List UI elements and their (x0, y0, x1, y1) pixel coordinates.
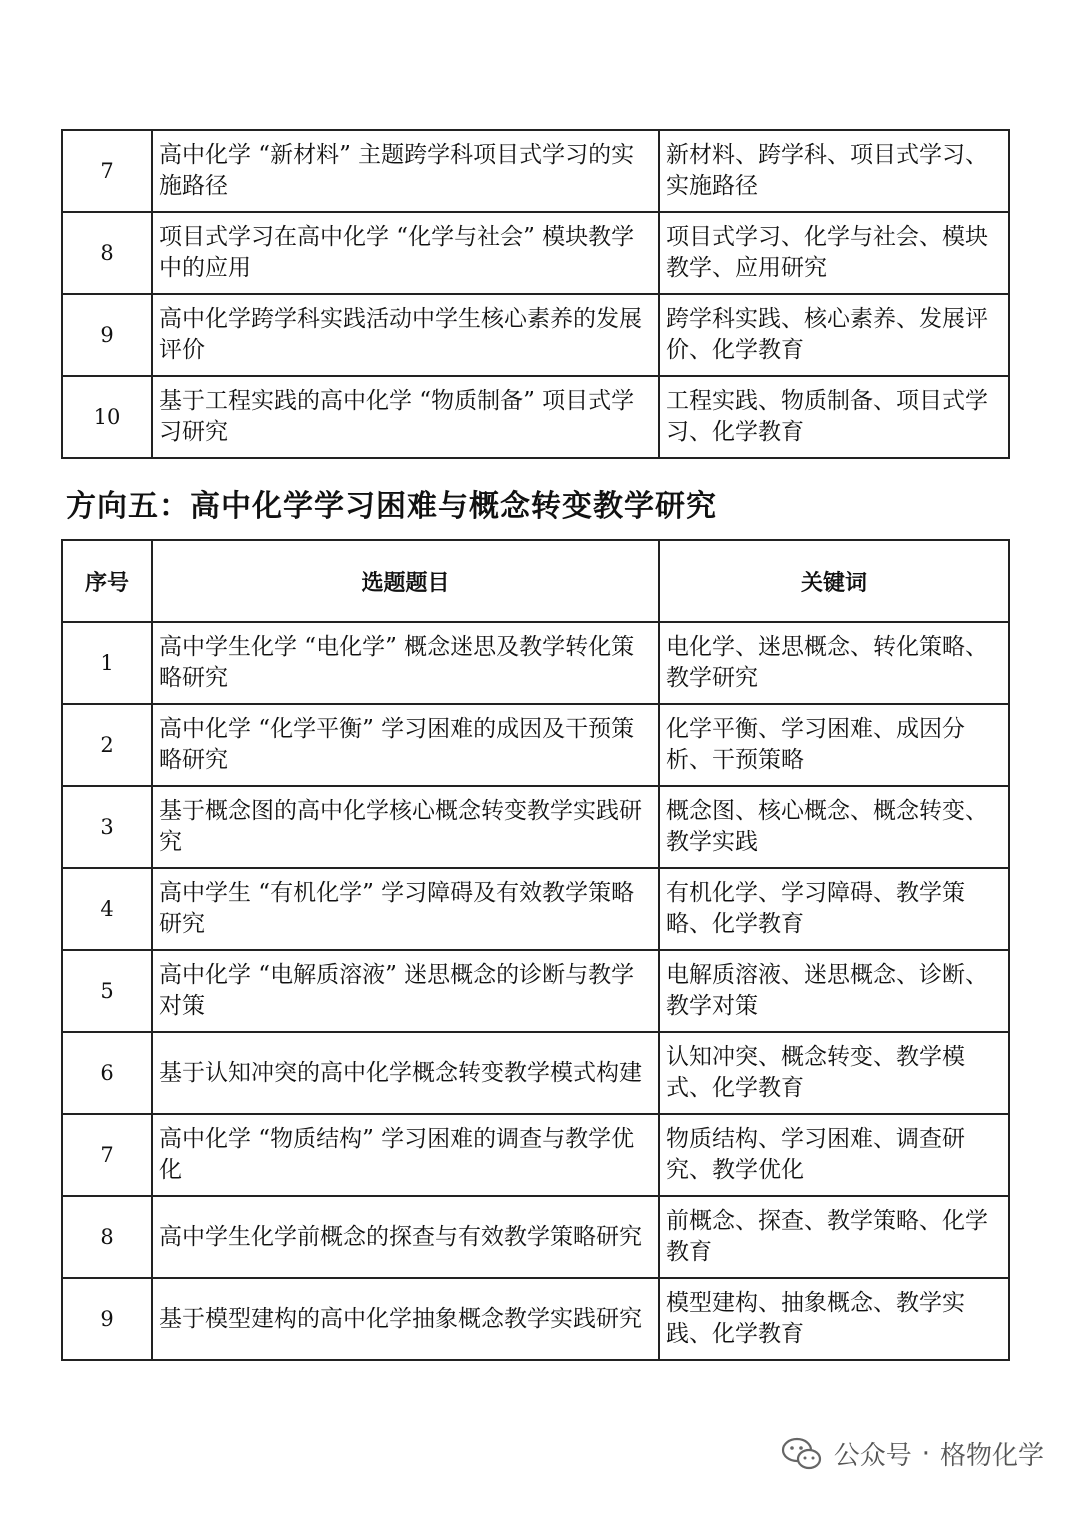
topic-cell: 基于概念图的高中化学核心概念转变教学实践研究 (152, 786, 659, 868)
table-row (62, 130, 1009, 212)
row-number: 8 (62, 1196, 152, 1278)
keywords-cell: 电化学、迷思概念、转化策略、教学研究 (659, 622, 1009, 704)
topic-cell: 高中学生化学前概念的探查与有效教学策略研究 (152, 1196, 659, 1278)
keywords-cell: 跨学科实践、核心素养、发展评价、化学教育 (659, 294, 1009, 376)
keywords-cell: 认知冲突、概念转变、教学模式、化学教育 (659, 1032, 1009, 1114)
topic-cell: 高中化学 “物质结构” 学习困难的调查与教学优化 (152, 1114, 659, 1196)
table-row (62, 294, 1009, 376)
row-number: 7 (62, 130, 152, 212)
topic-cell: 项目式学习在高中化学 “化学与社会” 模块教学中的应用 (152, 212, 659, 294)
watermark-label: 公众号 (833, 1441, 912, 1471)
keywords-cell: 有机化学、学习障碍、教学策略、化学教育 (659, 868, 1009, 950)
row-number: 9 (62, 294, 152, 376)
keywords-cell: 新材料、跨学科、项目式学习、实施路径 (659, 130, 1009, 212)
watermark (780, 1435, 1044, 1472)
header-keywords: 关键词 (659, 540, 1009, 622)
keywords-cell: 电解质溶液、迷思概念、诊断、教学对策 (659, 950, 1009, 1032)
table-row (62, 1114, 1009, 1196)
table-row (62, 376, 1009, 458)
table-row (62, 1032, 1009, 1114)
row-number: 8 (62, 212, 152, 294)
topic-cell: 高中化学 “化学平衡” 学习困难的成因及干预策略研究 (152, 704, 659, 786)
wechat-icon (780, 1436, 824, 1472)
header-topic: 选题题目 (152, 540, 659, 622)
row-number: 4 (62, 868, 152, 950)
table-row (62, 1196, 1009, 1278)
row-number: 6 (62, 1032, 152, 1114)
watermark-separator: · (921, 1438, 930, 1469)
row-number: 9 (62, 1278, 152, 1360)
header-number: 序号 (62, 540, 152, 622)
previous-topics-table (61, 129, 1010, 459)
row-number: 5 (62, 950, 152, 1032)
table-row (62, 786, 1009, 868)
topic-cell: 高中学生 “有机化学” 学习障碍及有效教学策略研究 (152, 868, 659, 950)
keywords-cell: 前概念、探查、教学策略、化学教育 (659, 1196, 1009, 1278)
row-number: 7 (62, 1114, 152, 1196)
keywords-cell: 模型建构、抽象概念、教学实践、化学教育 (659, 1278, 1009, 1360)
row-number: 1 (62, 622, 152, 704)
keywords-cell: 概念图、核心概念、概念转变、教学实践 (659, 786, 1009, 868)
topic-cell: 基于模型建构的高中化学抽象概念教学实践研究 (152, 1278, 659, 1360)
table-row (62, 704, 1009, 786)
topic-cell: 高中化学跨学科实践活动中学生核心素养的发展评价 (152, 294, 659, 376)
row-number: 3 (62, 786, 152, 868)
keywords-cell: 物质结构、学习困难、调查研究、教学优化 (659, 1114, 1009, 1196)
topic-cell: 基于工程实践的高中化学 “物质制备” 项目式学习研究 (152, 376, 659, 458)
row-number: 10 (62, 376, 152, 458)
keywords-cell: 化学平衡、学习困难、成因分析、干预策略 (659, 704, 1009, 786)
watermark-account: 格物化学 (939, 1441, 1044, 1471)
keywords-cell: 项目式学习、化学与社会、模块教学、应用研究 (659, 212, 1009, 294)
keywords-cell: 工程实践、物质制备、项目式学习、化学教育 (659, 376, 1009, 458)
table-row (62, 1278, 1009, 1360)
topic-cell: 高中学生化学 “电化学” 概念迷思及教学转化策略研究 (152, 622, 659, 704)
table-row (62, 950, 1009, 1032)
table-row (62, 868, 1009, 950)
topic-cell: 高中化学 “电解质溶液” 迷思概念的诊断与教学对策 (152, 950, 659, 1032)
topic-cell: 基于认知冲突的高中化学概念转变教学模式构建 (152, 1032, 659, 1114)
table-row (62, 212, 1009, 294)
topic-cell: 高中化学 “新材料” 主题跨学科项目式学习的实施路径 (152, 130, 659, 212)
table-row (62, 622, 1009, 704)
row-number: 2 (62, 704, 152, 786)
section-title: 方向五：高中化学学习困难与概念转变教学研究 (66, 489, 717, 524)
topics-table (61, 539, 1010, 1361)
table-header-row (62, 540, 1009, 622)
